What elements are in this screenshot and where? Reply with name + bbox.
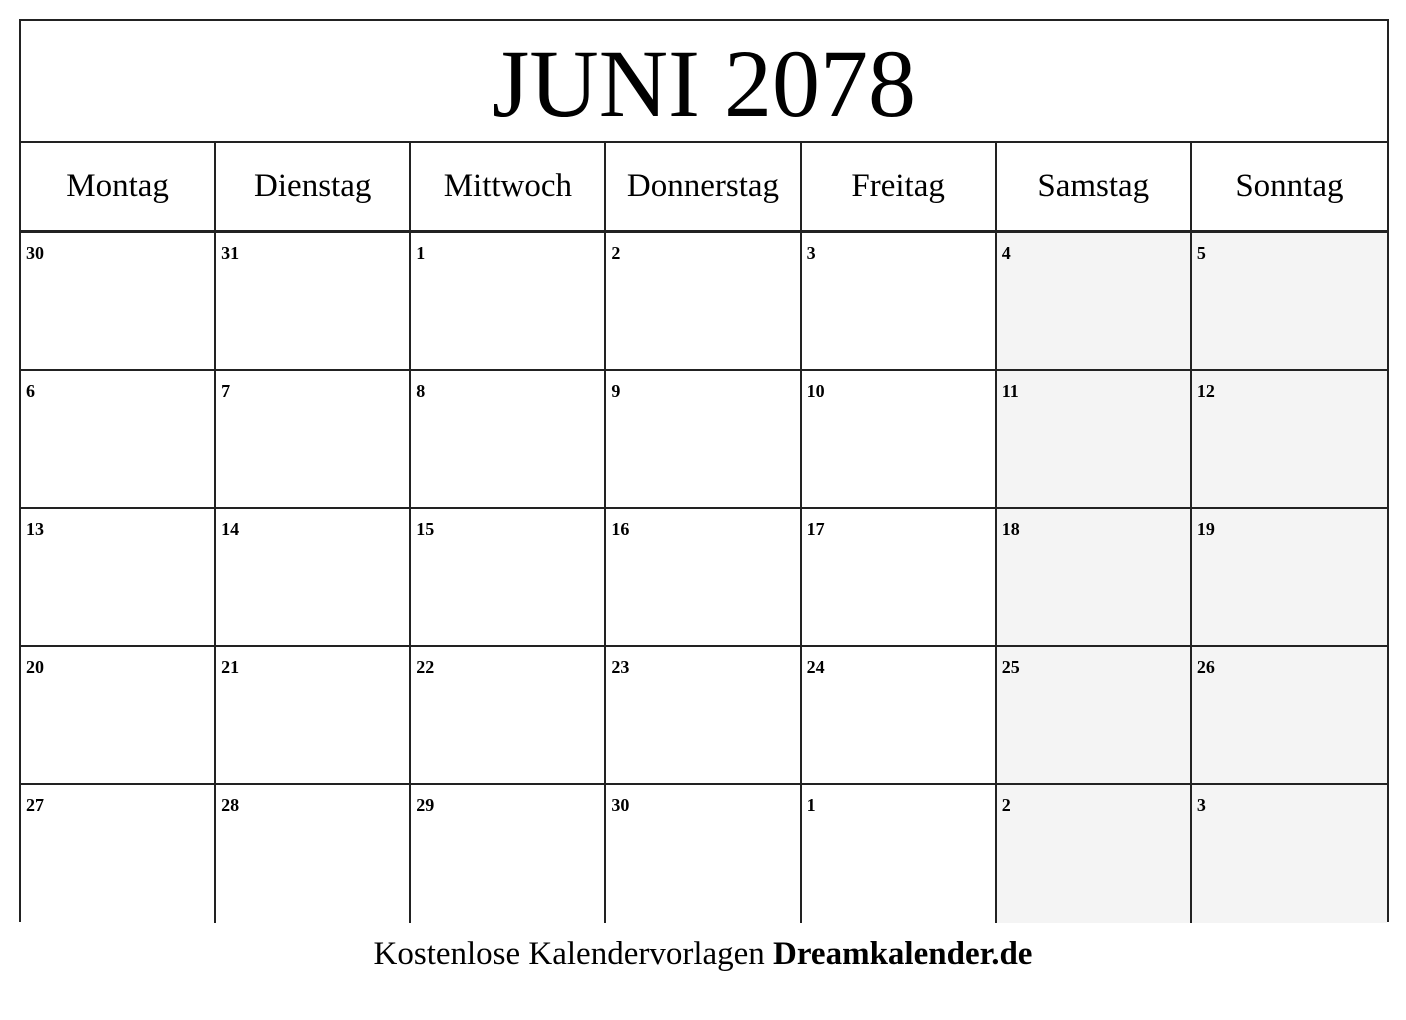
day-cell — [606, 647, 801, 785]
day-cell — [802, 233, 997, 371]
day-number: 24 — [806, 657, 825, 677]
weekday-header-sunday: Sonntag — [1192, 143, 1387, 233]
day-cell — [21, 785, 216, 923]
day-number: 3 — [806, 243, 816, 263]
day-number: 12 — [1196, 381, 1215, 401]
day-cell — [216, 371, 411, 509]
day-number: 21 — [221, 657, 240, 677]
day-number: 27 — [26, 795, 44, 815]
day-cell — [21, 371, 216, 509]
day-cell — [606, 233, 801, 371]
footer-text: Kostenlose Kalendervorlagen — [373, 936, 765, 972]
day-number: 13 — [26, 519, 44, 539]
footer — [0, 936, 1406, 973]
page-title: JUNI 2078 — [492, 30, 916, 137]
day-cell — [606, 509, 801, 647]
footer-brand: Dreamkalender.de — [773, 936, 1033, 972]
calendar — [19, 19, 1389, 922]
day-cell — [1192, 647, 1387, 785]
day-number: 9 — [611, 381, 621, 401]
day-cell — [1192, 233, 1387, 371]
day-cell — [411, 233, 606, 371]
day-number: 28 — [221, 795, 240, 815]
day-number: 3 — [1196, 795, 1206, 815]
day-cell — [802, 371, 997, 509]
day-number: 25 — [1001, 657, 1020, 677]
weekday-header-monday: Montag — [21, 143, 216, 233]
day-number: 15 — [416, 519, 435, 539]
day-number: 26 — [1196, 657, 1215, 677]
day-number: 10 — [806, 381, 825, 401]
day-number: 4 — [1001, 243, 1011, 263]
calendar-header — [21, 21, 1387, 143]
day-number: 8 — [416, 381, 426, 401]
day-cell — [606, 785, 801, 923]
day-number: 18 — [1001, 519, 1020, 539]
day-cell — [997, 647, 1192, 785]
day-cell — [802, 509, 997, 647]
day-number: 1 — [806, 795, 816, 815]
day-cell — [997, 785, 1192, 923]
weekday-header-saturday: Samstag — [997, 143, 1192, 233]
day-cell — [1192, 785, 1387, 923]
day-cell — [411, 509, 606, 647]
day-number: 20 — [26, 657, 44, 677]
day-cell — [606, 371, 801, 509]
day-cell — [21, 647, 216, 785]
calendar-grid — [21, 143, 1387, 923]
day-number: 7 — [221, 381, 231, 401]
weekday-header-thursday: Donnerstag — [606, 143, 801, 233]
day-cell — [216, 647, 411, 785]
day-number: 16 — [611, 519, 630, 539]
weekday-header-wednesday: Mittwoch — [411, 143, 606, 233]
day-number: 30 — [611, 795, 630, 815]
day-cell — [802, 785, 997, 923]
day-number: 17 — [806, 519, 825, 539]
day-number: 23 — [611, 657, 630, 677]
weekday-header-tuesday: Dienstag — [216, 143, 411, 233]
day-cell — [1192, 371, 1387, 509]
day-cell — [216, 785, 411, 923]
day-cell — [802, 647, 997, 785]
day-number: 14 — [221, 519, 240, 539]
day-number: 6 — [26, 381, 35, 401]
day-cell — [411, 371, 606, 509]
day-cell — [411, 785, 606, 923]
day-number: 31 — [221, 243, 240, 263]
day-number: 2 — [611, 243, 621, 263]
day-cell — [21, 233, 216, 371]
day-cell — [411, 647, 606, 785]
day-number: 30 — [26, 243, 44, 263]
day-number: 29 — [416, 795, 435, 815]
day-cell — [997, 371, 1192, 509]
day-number: 11 — [1001, 381, 1019, 401]
day-cell — [1192, 509, 1387, 647]
day-cell — [216, 509, 411, 647]
day-number: 19 — [1196, 519, 1215, 539]
day-number: 1 — [416, 243, 426, 263]
day-number: 22 — [416, 657, 435, 677]
day-cell — [216, 233, 411, 371]
weekday-header-friday: Freitag — [802, 143, 997, 233]
day-number: 2 — [1001, 795, 1011, 815]
day-cell — [997, 509, 1192, 647]
day-cell — [997, 233, 1192, 371]
day-number: 5 — [1196, 243, 1206, 263]
day-cell — [21, 509, 216, 647]
